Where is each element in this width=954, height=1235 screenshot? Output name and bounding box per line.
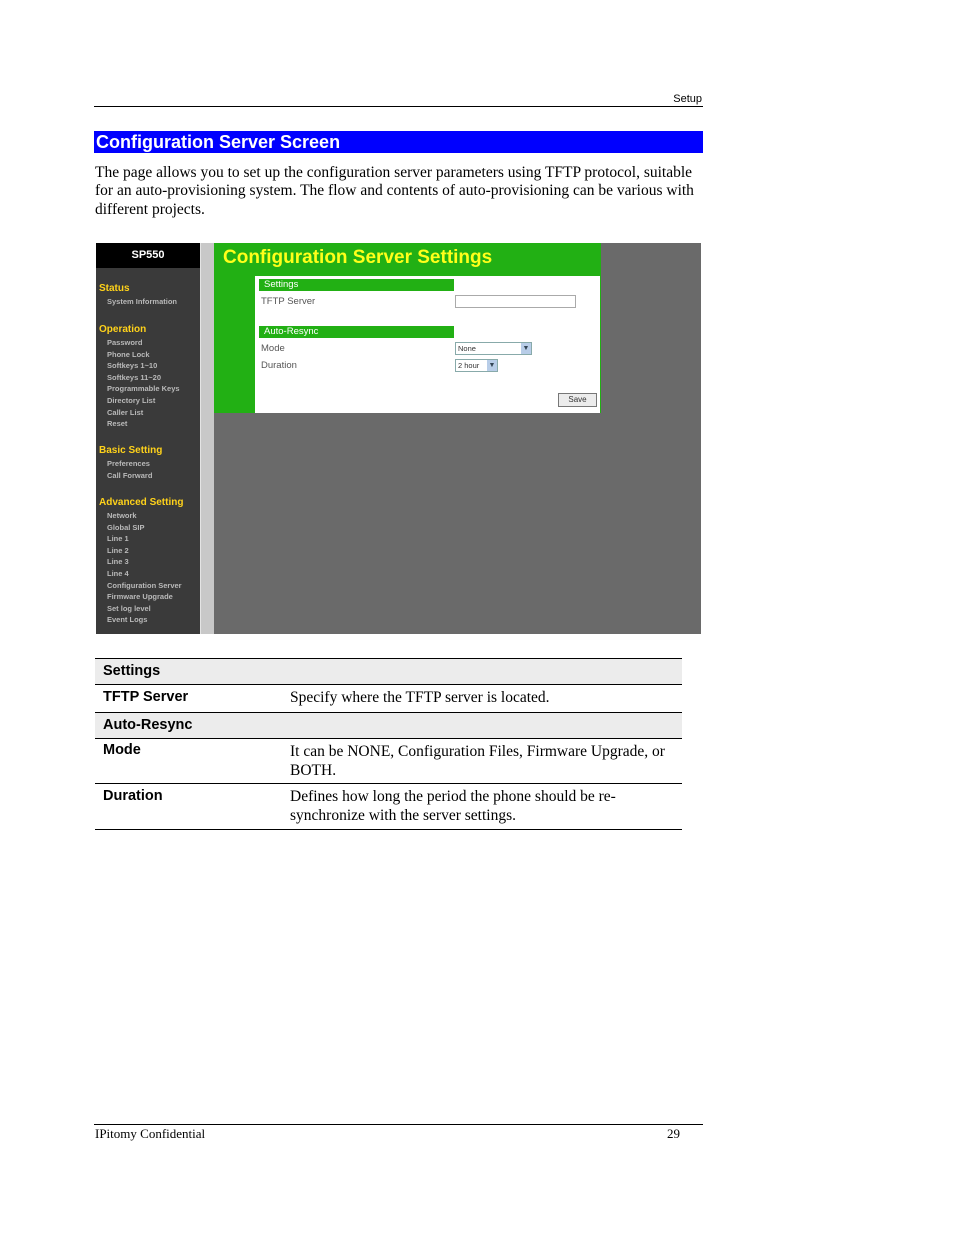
duration-select-value: 2 hour (458, 361, 480, 370)
table-tftp-heading: TFTP Server (103, 689, 189, 705)
nav-group-heading[interactable]: Status (99, 283, 130, 294)
table-settings-heading: Settings (103, 663, 161, 679)
nav-item[interactable]: Configuration Server (107, 580, 182, 590)
footer-confidential: IPitomy Confidential (95, 1126, 206, 1141)
table-tftp-desc: Specify where the TFTP server is located. (290, 689, 550, 706)
nav-item[interactable]: Reset (107, 419, 128, 429)
save-button[interactable]: Save (558, 393, 597, 407)
nav-item[interactable]: Directory List (107, 396, 156, 405)
header-rule (94, 106, 703, 107)
tftp-server-input[interactable] (455, 295, 576, 308)
nav-group-heading[interactable]: Basic Setting (99, 445, 163, 456)
nav-item[interactable]: Line 3 (107, 557, 129, 567)
nav-item[interactable]: Network (107, 511, 137, 520)
table-rule (95, 783, 682, 784)
footer-rule (94, 1124, 703, 1125)
screenshot-sidebar (96, 243, 200, 634)
chevron-down-icon: ▼ (488, 362, 496, 369)
running-header: Setup (673, 93, 702, 105)
mode-select-value: None (458, 344, 476, 353)
intro-paragraph: The page allows you to set up the configuration server parameters using TFTP protocol, suitable for an auto-provisioning system. The flow and contents of auto-provisioning can be various with different projects. (95, 164, 694, 218)
table-duration-desc: Defines how long the period the phone should be re-synchronize with the server settings. (290, 788, 616, 824)
nav-item[interactable]: Set log level (107, 603, 151, 613)
tftp-label: TFTP Server (261, 296, 316, 307)
nav-group-heading[interactable]: Advanced Setting (99, 497, 184, 508)
section-title: Configuration Server Screen (94, 131, 703, 153)
table-rule (95, 684, 682, 685)
table-mode-heading: Mode (103, 742, 141, 758)
nav-item[interactable]: Preferences (107, 459, 150, 468)
screenshot-scrollbar (200, 243, 214, 634)
mode-select[interactable] (455, 342, 532, 355)
table-duration-heading: Duration (103, 788, 163, 804)
nav-item[interactable]: System Information (107, 297, 178, 306)
table-mode-desc: It can be NONE, Configuration Files, Firmware Upgrade, or BOTH. (290, 743, 665, 779)
nav-item[interactable]: Softkeys 11~20 (107, 372, 161, 382)
auto-resync-bar: Auto-Resync (259, 326, 454, 338)
mode-label: Mode (261, 343, 285, 354)
nav-item[interactable]: Programmable Keys (107, 384, 180, 394)
nav-group-heading[interactable]: Operation (99, 324, 147, 335)
nav-item[interactable]: Event Logs (107, 615, 148, 625)
table-rule (95, 829, 682, 830)
screenshot-form-panel (255, 276, 600, 413)
duration-select[interactable] (455, 359, 498, 372)
settings-bar: Settings (259, 279, 454, 291)
table-group-row (95, 659, 682, 684)
nav-item[interactable]: Password (107, 338, 143, 347)
screenshot-page-title: Configuration Server Settings (223, 247, 493, 268)
nav-item[interactable]: Call Forward (107, 470, 153, 480)
nav-item[interactable]: Softkeys 1~10 (107, 361, 158, 371)
nav-item[interactable]: Phone Lock (107, 349, 150, 359)
table-auto-resync-heading: Auto-Resync (103, 717, 193, 733)
config-server-screenshot (96, 243, 701, 634)
nav-item[interactable]: Line 2 (107, 545, 129, 555)
page-number: 29 (667, 1126, 680, 1141)
nav-item[interactable]: Global SIP (107, 522, 145, 532)
nav-item[interactable]: Line 4 (107, 569, 129, 578)
nav-item[interactable]: Caller List (107, 407, 144, 417)
nav-item[interactable]: Line 1 (107, 534, 129, 544)
device-model: SP550 (96, 243, 200, 268)
nav-item[interactable]: Firmware Upgrade (107, 592, 173, 602)
table-rule (95, 738, 682, 739)
duration-label: Duration (261, 360, 297, 371)
chevron-down-icon: ▼ (522, 345, 530, 352)
